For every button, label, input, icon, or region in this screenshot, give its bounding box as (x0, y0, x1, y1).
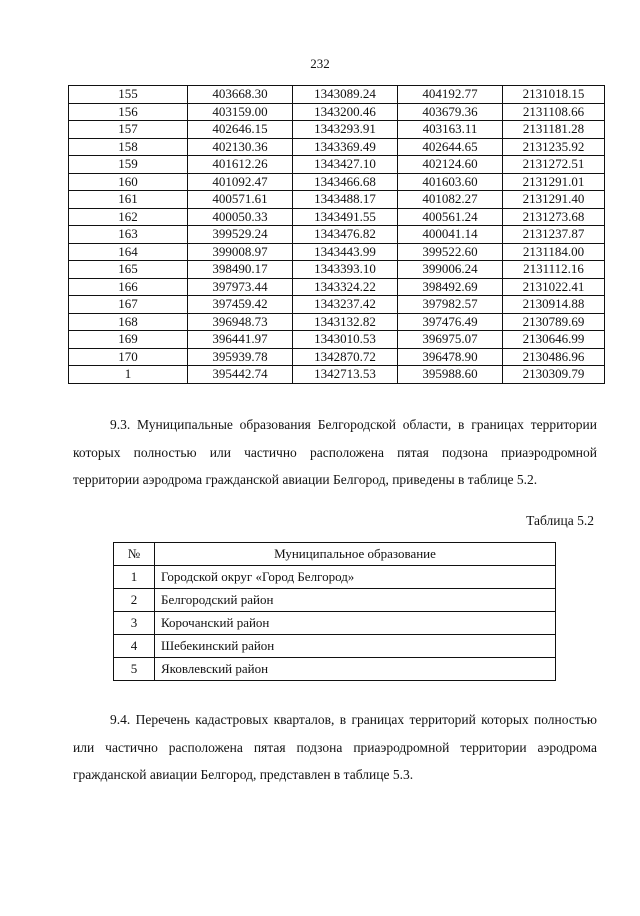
header-municipality: Муниципальное образование (155, 543, 556, 566)
paragraph-9-3: 9.3. Муниципальные образования Белгородской области, в границах территории которых полностью или частично расположена пятая подзона приаэродромной территории аэродрома гражданской авиации Белгород, приведены в таблице 5.2. (73, 417, 597, 487)
row-number-cell: 2 (114, 589, 155, 612)
table-row (69, 278, 605, 296)
point-number-cell: 155 (69, 86, 188, 104)
table-row (114, 635, 556, 658)
table-row (69, 348, 605, 366)
table-caption: Таблица 5.2 (526, 513, 594, 528)
table-row (69, 296, 605, 314)
point-number-cell: 158 (69, 138, 188, 156)
coordinate-cell: 2131237.87 (503, 226, 605, 244)
coordinate-cell: 2131291.01 (503, 173, 605, 191)
coordinate-cell: 2131022.41 (503, 278, 605, 296)
coordinate-cell: 404192.77 (398, 86, 503, 104)
coordinates-table (68, 85, 605, 384)
table-row (114, 612, 556, 635)
point-number-cell: 168 (69, 313, 188, 331)
coordinate-cell: 398490.17 (188, 261, 293, 279)
coordinate-cell: 1343476.82 (293, 226, 398, 244)
coordinate-cell: 397476.49 (398, 313, 503, 331)
coordinate-cell: 1343200.46 (293, 103, 398, 121)
coordinate-cell: 403679.36 (398, 103, 503, 121)
municipality-name-cell: Яковлевский район (155, 658, 556, 681)
coordinate-cell: 2130486.96 (503, 348, 605, 366)
coordinate-cell: 403159.00 (188, 103, 293, 121)
coordinate-cell: 397973.44 (188, 278, 293, 296)
coordinate-cell: 396975.07 (398, 331, 503, 349)
header-number: № (114, 543, 155, 566)
coordinate-cell: 402124.60 (398, 156, 503, 174)
point-number-cell: 1 (69, 366, 188, 384)
coordinate-cell: 2131184.00 (503, 243, 605, 261)
row-number-cell: 1 (114, 566, 155, 589)
point-number-cell: 157 (69, 121, 188, 139)
coordinate-cell: 1342713.53 (293, 366, 398, 384)
table-row (69, 191, 605, 209)
coordinate-cell: 2130309.79 (503, 366, 605, 384)
coordinate-cell: 395939.78 (188, 348, 293, 366)
coordinate-cell: 400050.33 (188, 208, 293, 226)
paragraph-9-4: 9.4. Перечень кадастровых кварталов, в границах территорий которых полностью или частично расположена пятая подзона приаэродромной территории аэродрома гражданской авиации Белгород, представлен в таблице 5.3. (73, 712, 597, 782)
coordinate-cell: 1343443.99 (293, 243, 398, 261)
coordinate-cell: 1343324.22 (293, 278, 398, 296)
table-row (69, 138, 605, 156)
coordinate-cell: 396948.73 (188, 313, 293, 331)
coordinate-cell: 400571.61 (188, 191, 293, 209)
coordinate-cell: 397459.42 (188, 296, 293, 314)
coordinate-cell: 1343237.42 (293, 296, 398, 314)
coordinate-cell: 402646.15 (188, 121, 293, 139)
coordinate-cell: 402644.65 (398, 138, 503, 156)
point-number-cell: 162 (69, 208, 188, 226)
coordinate-cell: 398492.69 (398, 278, 503, 296)
table-row (69, 331, 605, 349)
coordinate-cell: 399008.97 (188, 243, 293, 261)
coordinate-cell: 2131108.66 (503, 103, 605, 121)
municipality-name-cell: Шебекинский район (155, 635, 556, 658)
coordinate-cell: 403163.11 (398, 121, 503, 139)
coordinate-cell: 400561.24 (398, 208, 503, 226)
coordinate-cell: 1343488.17 (293, 191, 398, 209)
table-header-row (114, 543, 556, 566)
coordinate-cell: 1342870.72 (293, 348, 398, 366)
coordinate-cell: 1343010.53 (293, 331, 398, 349)
point-number-cell: 165 (69, 261, 188, 279)
coordinate-cell: 2131181.28 (503, 121, 605, 139)
table-row (69, 313, 605, 331)
coordinate-cell: 1343132.82 (293, 313, 398, 331)
table-row (69, 103, 605, 121)
point-number-cell: 166 (69, 278, 188, 296)
point-number-cell: 163 (69, 226, 188, 244)
table-row (114, 566, 556, 589)
municipalities-table (113, 542, 556, 681)
coordinate-cell: 1343089.24 (293, 86, 398, 104)
coordinate-cell: 397982.57 (398, 296, 503, 314)
coordinate-cell: 395442.74 (188, 366, 293, 384)
coordinate-cell: 399529.24 (188, 226, 293, 244)
coordinate-cell: 396441.97 (188, 331, 293, 349)
municipality-name-cell: Белгородский район (155, 589, 556, 612)
coordinate-cell: 2130914.88 (503, 296, 605, 314)
coordinate-cell: 401082.27 (398, 191, 503, 209)
table-row (69, 156, 605, 174)
coordinate-cell: 2131291.40 (503, 191, 605, 209)
coordinate-cell: 400041.14 (398, 226, 503, 244)
coordinate-cell: 1343491.55 (293, 208, 398, 226)
table-row (69, 208, 605, 226)
coordinate-cell: 403668.30 (188, 86, 293, 104)
coordinate-cell: 2131235.92 (503, 138, 605, 156)
table-row (69, 173, 605, 191)
municipality-name-cell: Корочанский район (155, 612, 556, 635)
row-number-cell: 3 (114, 612, 155, 635)
point-number-cell: 170 (69, 348, 188, 366)
page-number: 232 (310, 56, 330, 71)
table-row (69, 86, 605, 104)
point-number-cell: 167 (69, 296, 188, 314)
table-row (69, 226, 605, 244)
table-row (69, 121, 605, 139)
coordinate-cell: 2131272.51 (503, 156, 605, 174)
table-row (114, 589, 556, 612)
point-number-cell: 164 (69, 243, 188, 261)
table-row (69, 366, 605, 384)
coordinate-cell: 1343393.10 (293, 261, 398, 279)
point-number-cell: 156 (69, 103, 188, 121)
coordinate-cell: 2130789.69 (503, 313, 605, 331)
coordinate-cell: 1343466.68 (293, 173, 398, 191)
coordinate-cell: 401603.60 (398, 173, 503, 191)
row-number-cell: 5 (114, 658, 155, 681)
row-number-cell: 4 (114, 635, 155, 658)
point-number-cell: 169 (69, 331, 188, 349)
coordinate-cell: 2130646.99 (503, 331, 605, 349)
coordinate-cell: 395988.60 (398, 366, 503, 384)
table-row (69, 243, 605, 261)
coordinate-cell: 2131112.16 (503, 261, 605, 279)
coordinate-cell: 399006.24 (398, 261, 503, 279)
coordinate-cell: 399522.60 (398, 243, 503, 261)
coordinate-cell: 396478.90 (398, 348, 503, 366)
municipality-name-cell: Городской округ «Город Белгород» (155, 566, 556, 589)
point-number-cell: 160 (69, 173, 188, 191)
coordinate-cell: 401612.26 (188, 156, 293, 174)
coordinate-cell: 1343293.91 (293, 121, 398, 139)
table-row (69, 261, 605, 279)
point-number-cell: 161 (69, 191, 188, 209)
coordinate-cell: 1343427.10 (293, 156, 398, 174)
coordinate-cell: 2131273.68 (503, 208, 605, 226)
coordinate-cell: 1343369.49 (293, 138, 398, 156)
coordinate-cell: 402130.36 (188, 138, 293, 156)
table-row (114, 658, 556, 681)
coordinate-cell: 401092.47 (188, 173, 293, 191)
point-number-cell: 159 (69, 156, 188, 174)
coordinate-cell: 2131018.15 (503, 86, 605, 104)
